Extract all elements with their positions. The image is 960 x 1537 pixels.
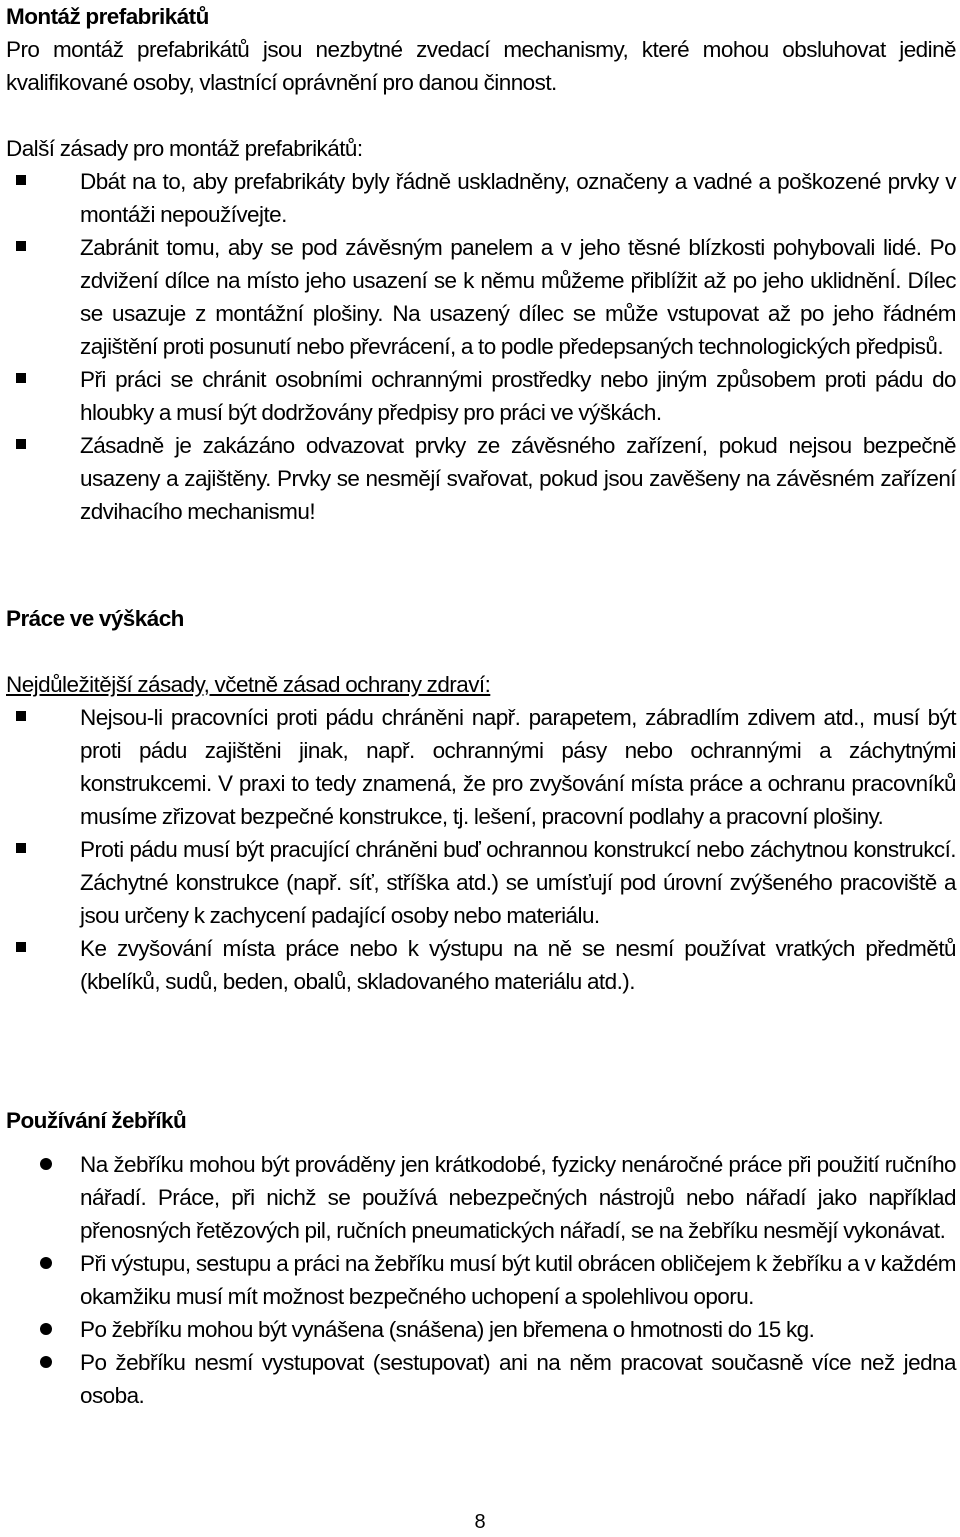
document-page [6,0,956,528]
list-item: Dbát na to, aby prefabrikáty byly řádně uskladněny, označeny a vadné a poškozené prvky v montáži nepoužívejte. [6,165,956,231]
section-title-zebriku: Používání žebříků [6,1108,187,1133]
section-prace-ve-vyskach [6,602,956,998]
round-bullet-icon [40,1158,52,1170]
square-bullet-icon [16,373,26,383]
list-heading-montaz: Další zásady pro montáž prefabrikátů: [6,136,363,161]
section-title-montaz: Montáž prefabrikátů [6,4,209,29]
list-item: Po žebříku nesmí vystupovat (sestupovat) ani na něm pracovat současně více než jedna osoba. [6,1346,956,1412]
vyskach-rules-list [6,701,956,998]
section-intro-paragraph: Pro montáž prefabrikátů jsou nezbytné zvedací mechanismy, které mohou obsluhovat jedině kvalifikované osoby, vlastnící oprávnění pro danou činnost. [6,37,956,95]
list-item: Na žebříku mohou být prováděny jen krátkodobé, fyzicky nenáročné práce při použití ručního nářadí. Práce, při nichž se používá nebezpečných nástrojů nebo nářadí jako například přenosných řetězových pil, ručních pneumatických nářadí, se na žebříku nesmějí vykonávat. [6,1148,956,1247]
list-item: Zásadně je zakázáno odvazovat prvky ze závěsného zařízení, pokud nejsou bezpečně usazeny a zajištěny. Prvky se nesmějí svařovat, pokud jsou zavěšeny na závěsném zařízení zdvihacího mechanismu! [6,429,956,528]
page-number: 8 [474,1511,486,1533]
square-bullet-icon [16,843,26,853]
section-pouzivani-zebriku [6,1104,956,1412]
list-item: Proti pádu musí být pracující chráněni buď ochrannou konstrukcí nebo záchytnou konstrukcí. Záchytné konstrukce (např. síť, stříška atd.) se umísťují pod úrovní zvýšeného pracoviště a jsou určeny k zachycení padající osoby nebo materiálu. [6,833,956,932]
square-bullet-icon [16,439,26,449]
list-item: Nejsou-li pracovníci proti pádu chráněni např. parapetem, zábradlím zdivem atd., musí být proti pádu zajištěni jinak, např. ochrannými pásy nebo ochrannými a záchytnými konstrukcemi. V praxi to tedy znamená, že pro zvyšování místa práce a ochranu pracovníků musíme zřizovat bezpečné konstrukce, tj. lešení, pracovní podlahy a pracovní plošiny. [6,701,956,833]
list-item: Při výstupu, sestupu a práci na žebříku musí být kutil obrácen obličejem k žebříku a v každém okamžiku musí mít možnost bezpečného uchopení a spolehlivou oporu. [6,1247,956,1313]
montaz-rules-list [6,165,956,528]
round-bullet-icon [40,1323,52,1335]
list-item: Při práci se chránit osobními ochrannými prostředky nebo jiným způsobem proti pádu do hloubky a musí být dodržovány předpisy pro práci ve výškách. [6,363,956,429]
round-bullet-icon [40,1257,52,1269]
list-item: Po žebříku mohou být vynášena (snášena) jen břemena o hmotnosti do 15 kg. [6,1313,956,1346]
list-item: Zabránit tomu, aby se pod závěsným panelem a v jeho těsné blízkosti pohybovali lidé. Po zdvižení dílce na místo jeho usazení se k němu můžeme přiblížit až po jeho uklidněnÍ. Dílec se usazuje z montážní plošiny. Na usazený dílec se může vstupovat až po jeho řádném zajištění proti posunutí nebo převrácení, a to podle předepsaných technologických předpisů. [6,231,956,363]
square-bullet-icon [16,711,26,721]
section-title-vyskach: Práce ve výškách [6,606,184,631]
zebriku-rules-list [6,1148,956,1412]
square-bullet-icon [16,241,26,251]
round-bullet-icon [40,1356,52,1368]
list-item: Ke zvyšování místa práce nebo k výstupu na ně se nesmí používat vratkých předmětů (kbelíků, sudů, beden, obalů, skladovaného materiálu atd.). [6,932,956,998]
square-bullet-icon [16,175,26,185]
list-heading-zasady: Nejdůležitější zásady, včetně zásad ochrany zdraví: [6,672,491,697]
square-bullet-icon [16,942,26,952]
